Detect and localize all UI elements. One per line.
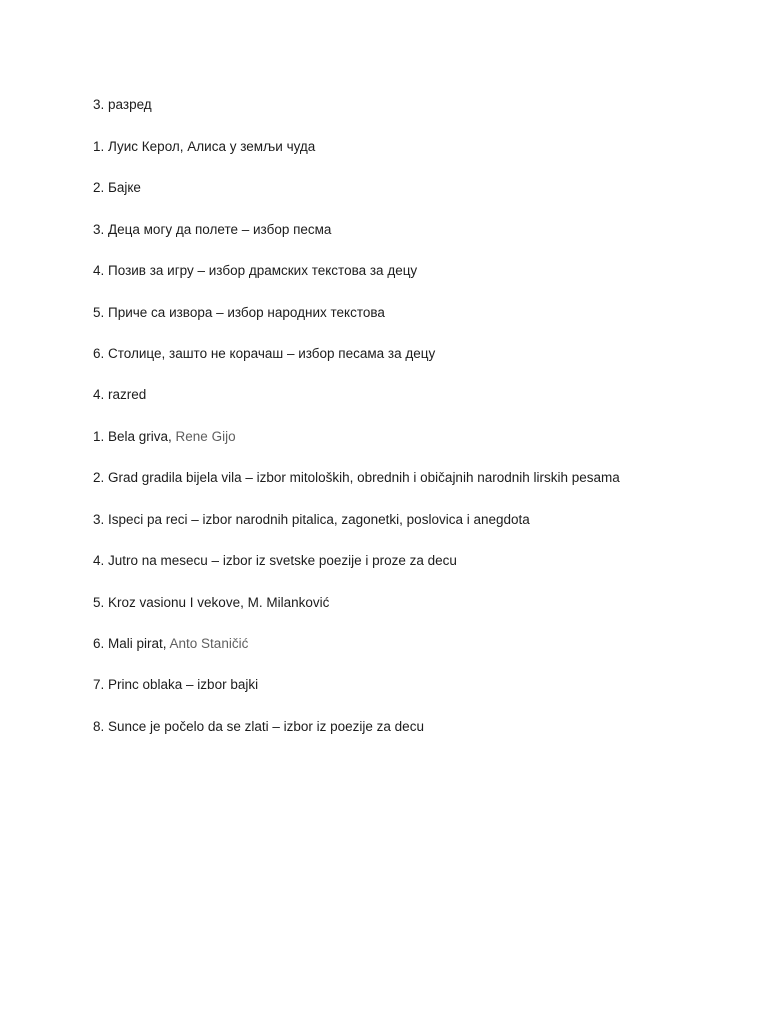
item-text: 1. Bela griva,	[93, 429, 176, 444]
list-item: 4. Позив за игру – избор драмских текстова за децу	[93, 263, 418, 278]
item-author: Rene Gijo	[175, 429, 236, 444]
item-text: 4. Jutro na mesecu – izbor iz svetske poezije i proze za decu	[93, 553, 457, 568]
list-item: 5. Приче са извора – избор народних текстова	[93, 305, 385, 320]
item-text: 6. Mali pirat,	[93, 636, 170, 651]
list-item	[93, 636, 248, 652]
item-text: 7. Princ oblaka – izbor bajki	[93, 677, 259, 692]
item-text: 5. Kroz vasionu I vekove, M. Milanković	[93, 595, 330, 610]
item-author: Anto Staničić	[169, 636, 249, 651]
list-item: 2. Бајке	[93, 180, 141, 195]
item-text: 3. Ispeci pa reci – izbor narodnih pitalica, zagonetki, poslovica i anegdota	[93, 512, 530, 527]
list-item	[93, 429, 236, 445]
list-item	[93, 553, 457, 569]
list-item	[93, 719, 424, 735]
list-item: 1. Луис Керол, Алиса у земљи чуда	[93, 139, 316, 154]
list-item	[93, 677, 258, 693]
grade4-heading: 4. razred	[93, 387, 147, 402]
item-text: 2. Grad gradila bijela vila – izbor mitoloških, obrednih i običajnih narodnih lirskih pesama	[93, 470, 620, 485]
item-text: 8. Sunce je počelo da se zlati – izbor iz poezije za decu	[93, 719, 424, 734]
list-item	[93, 512, 530, 528]
grade3-heading: 3. разред	[93, 97, 152, 112]
list-item: 6. Столице, зашто не корачаш – избор песама за децу	[93, 346, 436, 361]
list-item	[93, 595, 329, 611]
list-item	[93, 470, 620, 486]
list-item: 3. Деца могу да полете – избор песма	[93, 222, 332, 237]
